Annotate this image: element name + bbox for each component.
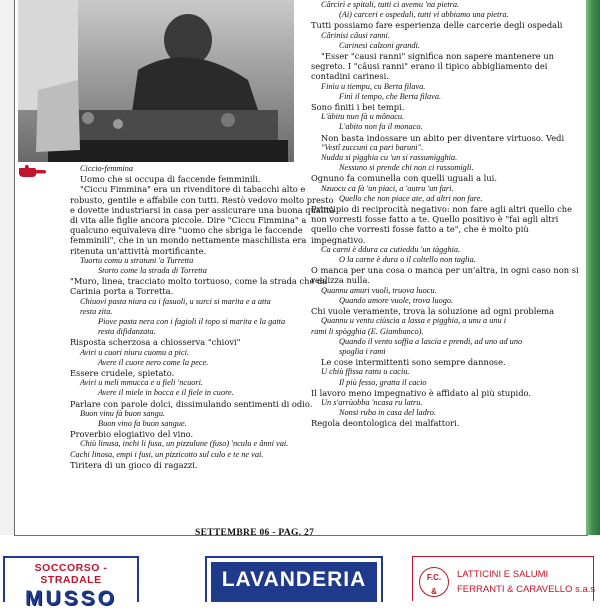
text-line: impegnativo. <box>311 234 366 245</box>
text-line: Nzuocu ca fà 'un piaci, a 'autru 'un fari. <box>321 183 454 193</box>
text-line: Cârcirì e spitali, tutti ci avemu 'na pietra. <box>321 0 460 9</box>
text-line: O la carne è dura o il coltello non taglia. <box>339 255 476 265</box>
text-line: Chi vuole veramente, trova la soluzione ad ogni problema <box>311 306 555 317</box>
left-text-column <box>70 164 335 470</box>
text-line: Carinesi calzoni grandi. <box>339 40 420 50</box>
text-line: U chiù ffissa rattu u caciu. <box>321 367 410 377</box>
text-line: Uomo che si occupa di faccende femminili. <box>80 174 261 185</box>
ad-soccorso-line2: MUSSO <box>24 587 117 610</box>
text-line: femminili", che in un mondo nettamente maschilista era <box>70 235 307 246</box>
ad-lavanderia[interactable] <box>205 556 383 602</box>
text-line: L'abito non fa il monaco. <box>339 122 423 132</box>
text-line: Ciccio-femmina <box>80 164 133 173</box>
text-line: di vita alle figlie ancora piccole. Dire "Ciccu Fimmina" a <box>70 215 307 226</box>
text-line: Avere il cuore nero come la pece. <box>98 357 209 367</box>
ad-latticini-line2: FERRANTI & CARAVELLO s.a.s <box>457 584 596 595</box>
text-line: Tutti possiamo fare esperienza delle carcerie degli ospedali <box>311 20 563 31</box>
ads-strip <box>0 550 600 610</box>
text-line: Nonsi ruba in casa del ladro. <box>339 408 436 418</box>
ad-soccorso-line1: SOCCORSO - STRADALE <box>34 562 108 586</box>
text-line: Quando amore vuole, trova luogo. <box>339 295 454 305</box>
text-line: Quello che non piace ate, ad altri non fare. <box>339 193 483 203</box>
text-line: Parlare con parole dolci, dissimulando sentimenti di odio. <box>70 398 313 409</box>
green-side-bar <box>586 0 600 535</box>
craftsman-photo <box>18 0 294 162</box>
text-line: Il lavoro meno impegnativo è affidato al più stupido. <box>311 387 532 398</box>
text-line: rami li spògghia (E. Giambanco). <box>311 326 424 336</box>
text-line: e dovette industriarsi in casa per assicurare una buona qualità <box>70 204 335 215</box>
text-line: robusto, gentile e affabile con tutti. Restò vedovo molto presto <box>70 194 334 205</box>
text-line: O manca per una cosa o manca per un'altra, in ogni caso non si <box>311 265 579 276</box>
text-line: Chiuovi pasta niura cu i fasuoli, u surci si marita e a atta <box>80 296 271 306</box>
text-line: Finìu u tiempu, cu Berta filava. <box>321 81 426 91</box>
text-line: Quannu u ventu ciùscia a lassa e pigghia, a unu a unu i <box>321 316 507 326</box>
text-line: segreto. I "câusi ranni" erano il tipico abbigliamento dei <box>311 61 548 72</box>
text-line: Le cose intermittenti sono sempre dannose. <box>321 357 506 368</box>
text-line: Aviri u meli mmucca e u fieli 'ncuori. <box>80 378 203 388</box>
text-line: quello che vorresti fosse fatto a te", che è molto più <box>311 224 529 235</box>
text-line: Risposta scherzosa a chiosserva "chiovi" <box>70 337 241 348</box>
text-line: realizza nulla. <box>311 275 371 286</box>
text-line: "Esser "causi ranni" significa non sapere mantenere un <box>321 51 555 62</box>
right-text-column <box>311 0 583 429</box>
ad-latticini-line1: LATTICINI E SALUMI <box>457 569 549 580</box>
text-line: contadini carinesi. <box>311 71 389 82</box>
text-line: Nuddu si pìgghia cu 'un si rassumìgghia. <box>321 153 458 163</box>
text-line: (Ai) carceri e ospedali, tutti vi abbiamo una pietra. <box>339 10 509 20</box>
text-line: Storto come la strada di Torretta <box>98 266 207 276</box>
ad-lavanderia-panel <box>211 562 377 602</box>
text-line: spoglia i rami <box>339 346 386 356</box>
text-line: Non basta indossare un abito per diventare virtuoso. Vedi <box>321 132 565 143</box>
text-line: L'àbitu nun fà u mônacu. <box>321 112 405 122</box>
pointing-hand-icon <box>18 164 48 178</box>
text-line: Buon vinu fà buon sangu. <box>80 408 166 418</box>
text-line: Ca carni è ddura ca cutieddu 'un tàgghia. <box>321 244 461 254</box>
text-line: Avere il miele in bocca e il fiele in cuore. <box>98 388 234 398</box>
text-line: Regola deontologica dei malfattori. <box>311 418 460 429</box>
text-line: Essere crudele, spietato. <box>70 368 175 379</box>
text-line: qualcuno equivaleva dire "uomo che sbriga le faccende <box>70 225 303 236</box>
text-line: Sono finiti i bei tempi. <box>311 102 405 113</box>
text-line: Quando il vento soffia a lascia e prendi, ad uno ad uno <box>339 336 523 346</box>
text-line: Principio di reciprocità negativo: non fare agli altri quello che <box>311 204 572 215</box>
text-line: "Vestî zuccuni ca pari baruni". <box>321 142 424 152</box>
text-line: Cachi linosa, empi i fusi, un pizzicotto sul culo e te ne vai. <box>70 449 264 459</box>
text-line: Quannu amuri vuoli, truova luocu. <box>321 285 437 295</box>
text-line: resta zita. <box>80 306 113 316</box>
text-line: Cârinisi câusi ranni. <box>321 30 390 40</box>
ad-soccorso-stradale[interactable] <box>3 556 139 610</box>
text-line: Piove pasta nera con i fagioli il topo si marita e la gatta <box>98 317 286 327</box>
text-line: ritenuta un'attività mortificante. <box>70 245 207 256</box>
text-line: Tuortu comu u stratuni 'a Turretta <box>80 255 194 265</box>
page-footer: SETTEMBRE 06 - PAG. 27 <box>195 528 315 538</box>
text-line: Nessuno si prende chi non ci rassomigli. <box>339 163 474 173</box>
text-line: non vorresti fosse fatto a te. Quello positivo è "fai agli altri <box>311 214 559 225</box>
logo-line1: F.C. <box>426 573 442 582</box>
text-line: Un s'arrùobba 'ncasa ru latru. <box>321 397 423 407</box>
text-line: "Ciccu Fimmina" era un rivenditore di tabacchi alto e <box>80 184 306 195</box>
ad-latticini[interactable] <box>412 556 594 601</box>
logo-line2: & <box>431 587 437 596</box>
ad-lavanderia-text: LAVANDERIA <box>221 568 367 591</box>
text-line: Carinia porta a Torretta. <box>70 286 174 297</box>
text-line: "Muro, linea, tracciato molto tortuoso, come la strada che da <box>70 276 328 287</box>
article-photo <box>18 0 294 162</box>
text-line: Aviri u cuori niuru cuomu a pici. <box>80 347 190 357</box>
page-left-edge <box>0 0 14 535</box>
fc-logo-icon <box>419 567 449 597</box>
text-line: Finì il tempo, che Berta filava. <box>339 91 442 101</box>
text-line: Ognuno fa comunella con quelli uguali a lui. <box>311 173 497 184</box>
text-line: Tiritera di un gioco di ragazzi. <box>70 459 198 470</box>
text-line: Il più fesso, gratta il cacio <box>339 377 427 387</box>
text-line: resta difidanzata. <box>98 327 156 337</box>
text-line: Proverbio elogiativo del vino. <box>70 429 194 440</box>
text-line: Buon vino fa buon sangue. <box>98 419 187 429</box>
text-line: Chiù linusa, inchi li fusa, un pizzulune (fuso) 'nculu e ânni vai. <box>80 439 289 449</box>
